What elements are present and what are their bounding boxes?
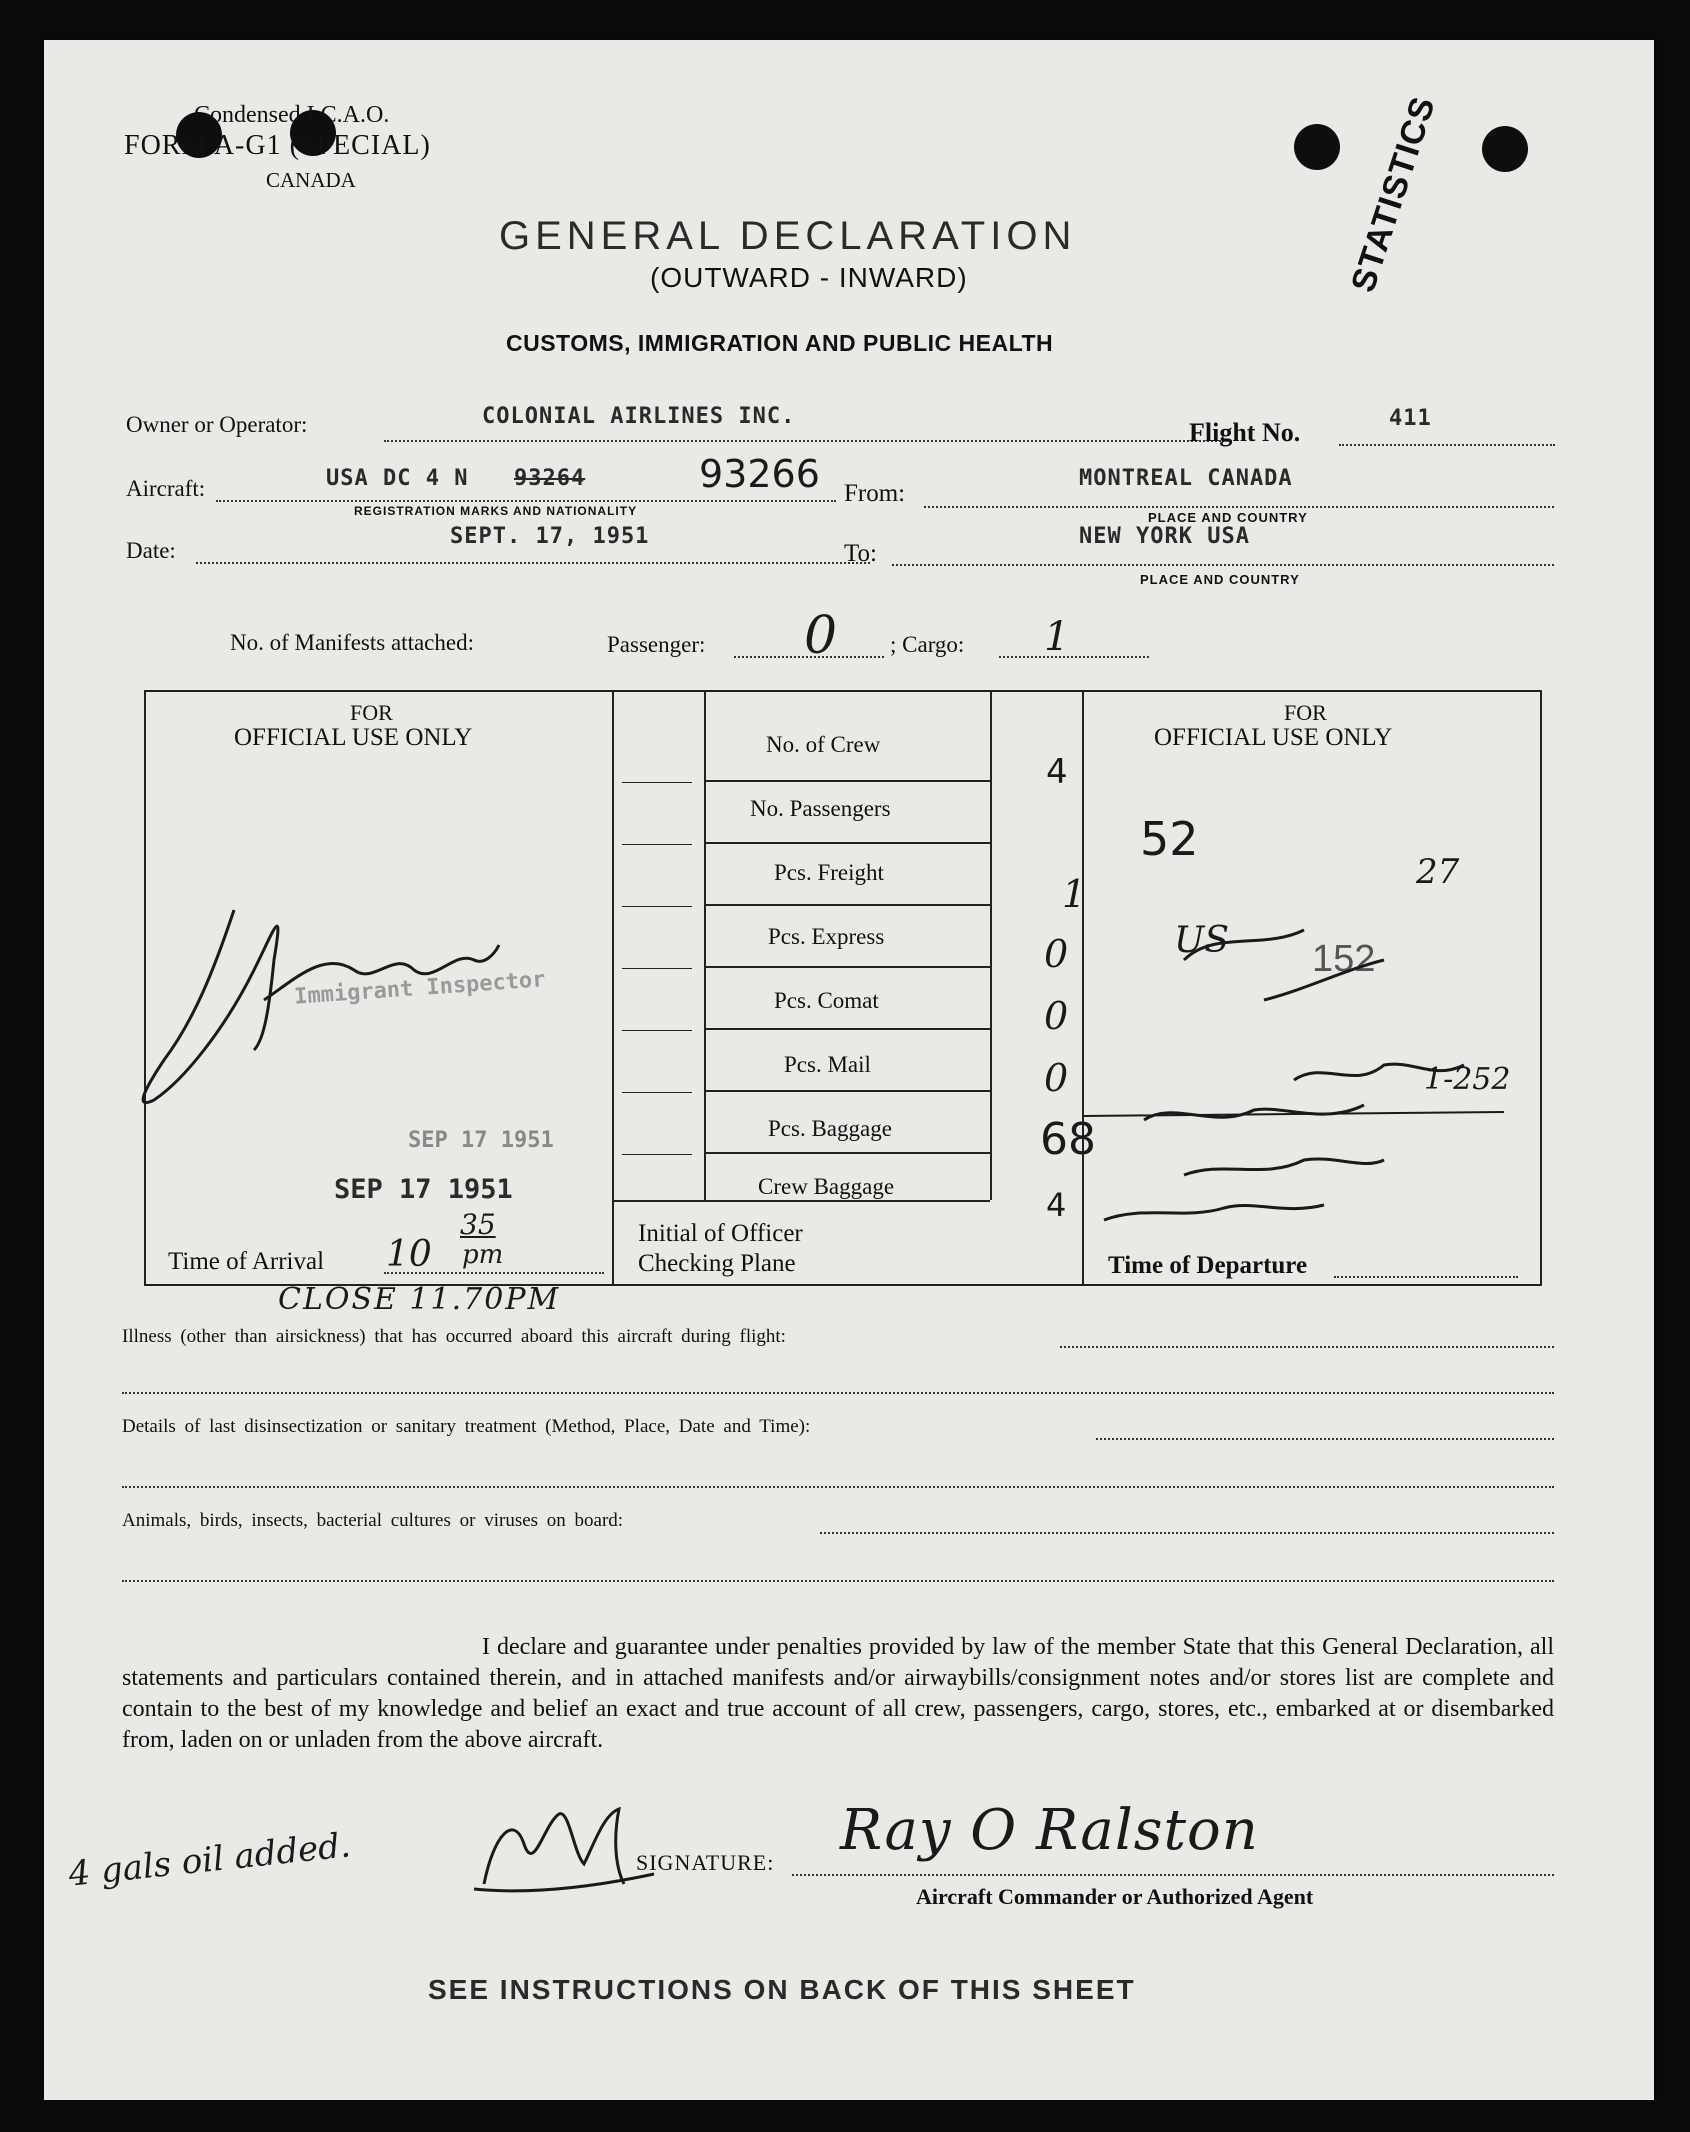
row-label-freight: Pcs. Freight [774,860,884,885]
punch-hole [1294,124,1340,170]
disinsectization-line-2 [122,1486,1554,1488]
date-stamp: SEP 17 1951 [334,1174,513,1205]
value-baggage: 68 [1040,1114,1096,1165]
margin-note-oil: 4 gals oil added. [66,1825,353,1895]
table-row [704,782,990,844]
table-row [704,1154,990,1200]
to-line [892,564,1554,566]
time-departure-line [1334,1276,1518,1278]
illness-line-2 [122,1392,1554,1394]
row-label-baggage: Pcs. Baggage [768,1116,892,1141]
official-note-3: 152 [1312,938,1376,980]
declaration-text: I declare and guarantee under penalties provided by law of the member State that this General Declaration, all statements and particulars contained therein, and in attached manifests and/or airwaybills/consignment notes and/or stores list are complete and contain to the best of my knowledge and belief an exact and true account of all crew, passengers, cargo, stores, etc., embarked at or disembarked from, laden on or unladen from the above aircraft. [122,1634,1554,1753]
place-caption-to: PLACE AND COUNTRY [1140,572,1300,587]
value-freight: 1 [1062,872,1087,916]
from-value: MONTREAL CANADA [1079,466,1293,491]
document-subtitle: (OUTWARD - INWARD) [650,262,968,293]
animals-line-2 [122,1580,1554,1582]
official-note-2: US [1174,920,1230,961]
official-note-1: 27 [1416,852,1460,892]
row-label-crew-baggage: Crew Baggage [758,1174,895,1199]
row-label-mail: Pcs. Mail [784,1052,871,1077]
left-official-use: OFFICIAL USE ONLY [234,724,473,751]
official-scribbles [1084,890,1540,1240]
passenger-value: 0 [804,606,838,666]
close-time-note: CLOSE 11.70PM [278,1282,561,1317]
table-row [704,844,990,906]
registration-caption: REGISTRATION MARKS AND NATIONALITY [354,504,638,518]
owner-line [384,440,1224,442]
from-label: From: [844,480,906,507]
aircraft-label: Aircraft: [126,476,206,501]
initial-officer-label-2: Checking Plane [638,1250,796,1277]
disinsectization-label: Details of last disinsectization or sanitary treatment (Method, Place, Date and Time): [122,1416,811,1437]
time-arrival-label: Time of Arrival [168,1248,325,1275]
to-value: NEW YORK USA [1079,524,1250,549]
flight-line [1339,444,1555,446]
form-id-line1: Condensed I.C.A.O. [194,102,390,128]
aircraft-handwritten: 93266 [699,452,820,496]
value-mail: 0 [1044,1056,1069,1100]
owner-value: COLONIAL AIRLINES INC. [482,404,796,429]
to-label: To: [844,540,877,567]
animals-line-1 [820,1532,1554,1534]
value-comat: 0 [1044,994,1069,1038]
owner-label: Owner or Operator: [126,412,308,437]
row-label-express: Pcs. Express [768,924,885,949]
place-caption-from: PLACE AND COUNTRY [1148,510,1308,525]
officer-initial-signature [124,890,564,1120]
disinsectization-line-1 [1096,1438,1554,1440]
table-row [704,720,990,782]
passenger-label: Passenger: [607,632,706,657]
value-crew-baggage: 4 [1046,1186,1067,1224]
document-sheet [44,40,1654,2100]
statistics-stamp: STATISTICS [1344,91,1443,297]
time-arrival-suffix: pm [462,1240,504,1270]
aircraft-line [216,500,836,502]
flight-label: Flight No. [1189,418,1301,447]
animals-label: Animals, birds, insects, bacterial cultures or viruses on board: [122,1510,624,1531]
aircraft-struck: 93264 [514,466,586,491]
signature-caption: Aircraft Commander or Authorized Agent [916,1884,1314,1909]
punch-hole [1482,126,1528,172]
row-label-passengers: No. Passengers [750,796,891,821]
cargo-label: ; Cargo: [890,632,965,657]
value-passengers: 52 [1140,812,1199,866]
manifests-label: No. of Manifests attached: [230,630,474,655]
illness-line-1 [1060,1346,1554,1348]
document-heading: CUSTOMS, IMMIGRATION AND PUBLIC HEALTH [506,330,1054,356]
footer-instructions: SEE INSTRUCTIONS ON BACK OF THIS SHEET [428,1974,1136,2005]
row-label-comat: Pcs. Comat [774,988,879,1013]
time-arrival-hours: 10 [386,1234,432,1275]
illness-label: Illness (other than airsickness) that has occurred aboard this aircraft during flight: [122,1326,786,1347]
time-arrival-minutes: 35 [460,1208,496,1241]
cargo-line [999,656,1149,658]
right-official-use: OFFICIAL USE ONLY [1154,724,1393,751]
form-id-line3: CANADA [266,168,356,192]
table-row [704,1092,990,1154]
cargo-value: 1 [1044,614,1070,660]
initial-officer-label-1: Initial of Officer [638,1220,803,1247]
from-line [924,506,1554,508]
official-note-4: 1-252 [1424,1062,1511,1097]
value-express: 0 [1044,932,1069,976]
row-label-crew: No. of Crew [766,732,881,757]
left-official-for: FOR [350,700,393,725]
aircraft-typed: USA DC 4 N [326,466,469,491]
margin-initials [464,1794,664,1904]
table-row [704,906,990,968]
right-official-for: FOR [1284,700,1327,725]
signature-value: Ray O Ralston [840,1798,1259,1863]
table-row [704,968,990,1030]
form-id-line2: FORM A-G1 (SPECIAL) [124,130,431,161]
date-value: SEPT. 17, 1951 [450,524,650,549]
document-title: GENERAL DECLARATION [499,214,1077,258]
value-crew: 4 [1046,752,1068,792]
flight-value: 411 [1389,406,1432,431]
signature-line [792,1874,1554,1876]
date-stamp-faded: SEP 17 1951 [408,1128,554,1153]
time-departure-label: Time of Departure [1108,1252,1308,1279]
officer-stamp: Immigrant Inspector [293,967,547,1010]
date-line [196,562,870,564]
date-label: Date: [126,538,176,563]
signature-label: SIGNATURE: [636,1850,775,1875]
table-row [704,1030,990,1092]
